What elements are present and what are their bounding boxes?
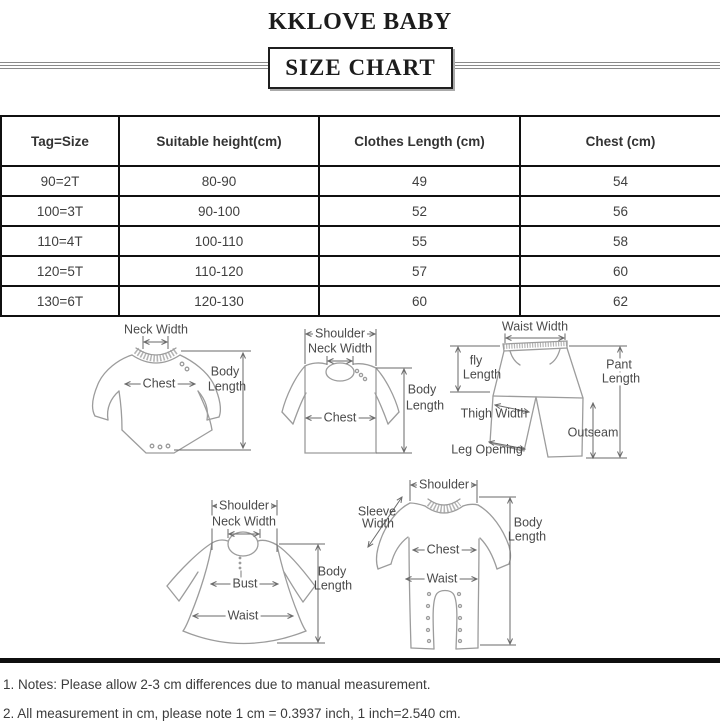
notes-section — [3, 677, 717, 727]
cell: 54 — [520, 166, 720, 196]
neck-width-label: Neck Width — [308, 341, 372, 356]
body-length-label: Length — [405, 398, 445, 413]
cell: 120-130 — [119, 286, 319, 316]
cell: 100=3T — [1, 196, 119, 226]
table-row — [1, 226, 720, 256]
col-tag-size: Tag=Size — [1, 116, 119, 166]
dress-diagram — [142, 492, 360, 658]
cell: 49 — [319, 166, 520, 196]
note-measurement-tolerance: 1. Notes: Please allow 2-3 cm differences due to manual measurement. — [3, 677, 431, 692]
cell: 58 — [520, 226, 720, 256]
brand-title: KKLOVE BABY — [268, 9, 452, 35]
romper-sketch — [352, 472, 590, 662]
note-unit-conversion: 2. All measurement in cm, please note 1 cm = 0.3937 inch, 1 inch=2.540 cm. — [3, 706, 461, 721]
cell: 100-110 — [119, 226, 319, 256]
bodysuit-diagram — [75, 320, 270, 462]
cell: 56 — [520, 196, 720, 226]
cell: 80-90 — [119, 166, 319, 196]
chest-label: Chest — [426, 542, 460, 557]
table-row — [1, 256, 720, 286]
cell: 90=2T — [1, 166, 119, 196]
cell: 55 — [319, 226, 520, 256]
separator-line — [0, 658, 720, 663]
decorative-rule-right — [452, 62, 720, 70]
body-length-label: Body — [210, 364, 240, 379]
fly-length-label: Length — [462, 367, 502, 382]
shoulder-label: Shoulder — [314, 326, 366, 341]
shoulder-label: Shoulder — [418, 477, 470, 492]
chest-label: Chest — [323, 410, 357, 425]
pant-length-label: Length — [601, 371, 641, 386]
col-suitable-height: Suitable height(cm) — [119, 116, 319, 166]
cell: 60 — [319, 286, 520, 316]
thigh-width-label: Thigh Width — [460, 406, 528, 421]
cell: 52 — [319, 196, 520, 226]
outseam-label: Outseam — [567, 425, 619, 440]
neck-width-label: Neck Width — [212, 514, 276, 529]
table-header-row — [1, 116, 720, 166]
chest-label: Chest — [142, 376, 176, 391]
sleeve-width-label: Sleeve — [357, 504, 397, 519]
cell: 90-100 — [119, 196, 319, 226]
fly-length-label: fly — [469, 353, 483, 368]
body-length-label: Body — [407, 382, 437, 397]
waist-label: Waist — [227, 608, 259, 623]
table-row — [1, 196, 720, 226]
neck-width-label: Neck Width — [124, 322, 188, 337]
body-length-label: Body — [317, 564, 347, 579]
waist-label: Waist — [426, 571, 458, 586]
shoulder-label: Shoulder — [218, 498, 270, 513]
body-length-label: Length — [207, 379, 247, 394]
body-length-label: Length — [507, 529, 547, 544]
cell: 62 — [520, 286, 720, 316]
romper-diagram — [352, 472, 590, 662]
table-row — [1, 286, 720, 316]
body-length-label: Length — [313, 578, 353, 593]
cell: 110-120 — [119, 256, 319, 286]
sleeve-width-label: Width — [362, 516, 394, 531]
banner-label: SIZE CHART — [285, 55, 436, 80]
leg-opening-label: Leg Opening — [451, 442, 523, 457]
waist-width-label: Waist Width — [501, 319, 569, 334]
body-length-label: Body — [513, 515, 543, 530]
shorts-diagram — [443, 318, 720, 468]
col-chest: Chest (cm) — [520, 116, 720, 166]
cell: 120=5T — [1, 256, 119, 286]
size-table — [0, 115, 720, 317]
pant-length-label: Pant — [606, 357, 632, 372]
table-row — [1, 166, 720, 196]
bust-label: Bust — [232, 576, 258, 591]
cell: 110=4T — [1, 226, 119, 256]
cell: 130=6T — [1, 286, 119, 316]
size-chart-banner — [268, 47, 453, 89]
col-clothes-length: Clothes Length (cm) — [319, 116, 520, 166]
decorative-rule-left — [0, 62, 268, 70]
shirt-diagram — [278, 320, 453, 467]
cell: 60 — [520, 256, 720, 286]
cell: 57 — [319, 256, 520, 286]
